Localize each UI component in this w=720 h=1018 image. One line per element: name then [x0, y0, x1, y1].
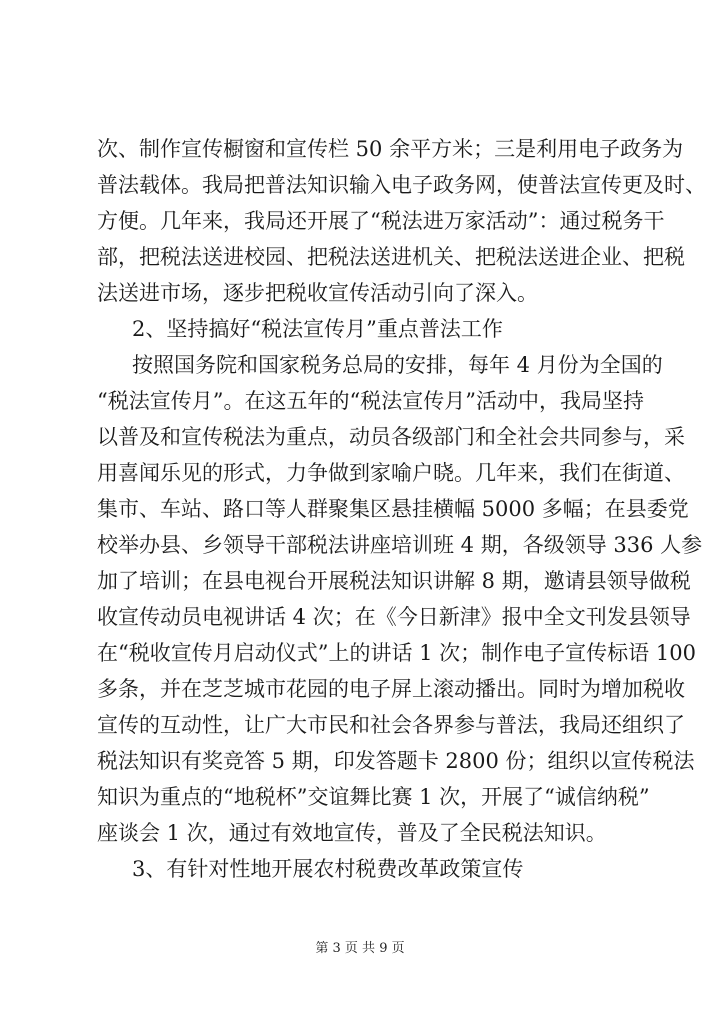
text-line: 收宣传动员电视讲话 4 次；在《今日新津》报中全文刊发县领导 — [97, 605, 691, 629]
text-line: 部，把税法送进校园、把税法送进机关、把税法送进企业、把税 — [97, 245, 685, 269]
text-line: 税法知识有奖竞答 5 期，印发答题卡 2800 份；组织以宣传税法 — [97, 749, 695, 773]
text-line: 知识为重点的“地税杯”交谊舞比赛 1 次，开展了“诚信纳税” — [97, 785, 650, 809]
text-line: 按照国务院和国家税务总局的安排，每年 4 月份为全国的 — [132, 353, 663, 377]
text-line: 在“税收宣传月启动仪式”上的讲话 1 次；制作电子宣传标语 100 — [97, 641, 696, 665]
text-line: 次、制作宣传橱窗和宣传栏 50 余平方米；三是利用电子政务为 — [97, 137, 684, 161]
text-line: 宣传的互动性，让广大市民和社会各界参与普法，我局还组织了 — [97, 713, 685, 737]
text-line: “税法宣传月”。在这五年的“税法宣传月”活动中，我局坚持 — [97, 389, 644, 413]
text-line: 多条，并在芝芝城市花园的电子屏上滚动播出。同时为增加税收 — [97, 677, 685, 701]
section-heading: 2、坚持搞好“税法宣传月”重点普法工作 — [132, 317, 503, 341]
text-line: 方便。几年来，我局还开展了“税法进万家活动”：通过税务干 — [97, 209, 665, 233]
section-heading: 3、有针对性地开展农村税费改革政策宣传 — [132, 857, 524, 881]
text-line: 普法载体。我局把普法知识输入电子政务网，使普法宣传更及时、 — [97, 173, 706, 197]
text-line: 用喜闻乐见的形式，力争做到家喻户晓。几年来，我们在街道、 — [97, 461, 685, 485]
text-line: 校举办县、乡领导干部税法讲座培训班 4 期，各级领导 336 人参 — [97, 533, 703, 557]
text-line: 加了培训；在县电视台开展税法知识讲解 8 期，邀请县领导做税 — [97, 569, 691, 593]
text-line: 以普及和宣传税法为重点，动员各级部门和全社会共同参与，采 — [97, 425, 685, 449]
text-line: 法送进市场，逐步把税收宣传活动引向了深入。 — [97, 281, 538, 305]
text-line: 座谈会 1 次，通过有效地宣传，普及了全民税法知识。 — [97, 821, 607, 845]
text-line: 集市、车站、路口等人群聚集区悬挂横幅 5000 多幅；在县委党 — [97, 497, 689, 521]
page-footer: 第 3 页 共 9 页 — [315, 941, 405, 956]
